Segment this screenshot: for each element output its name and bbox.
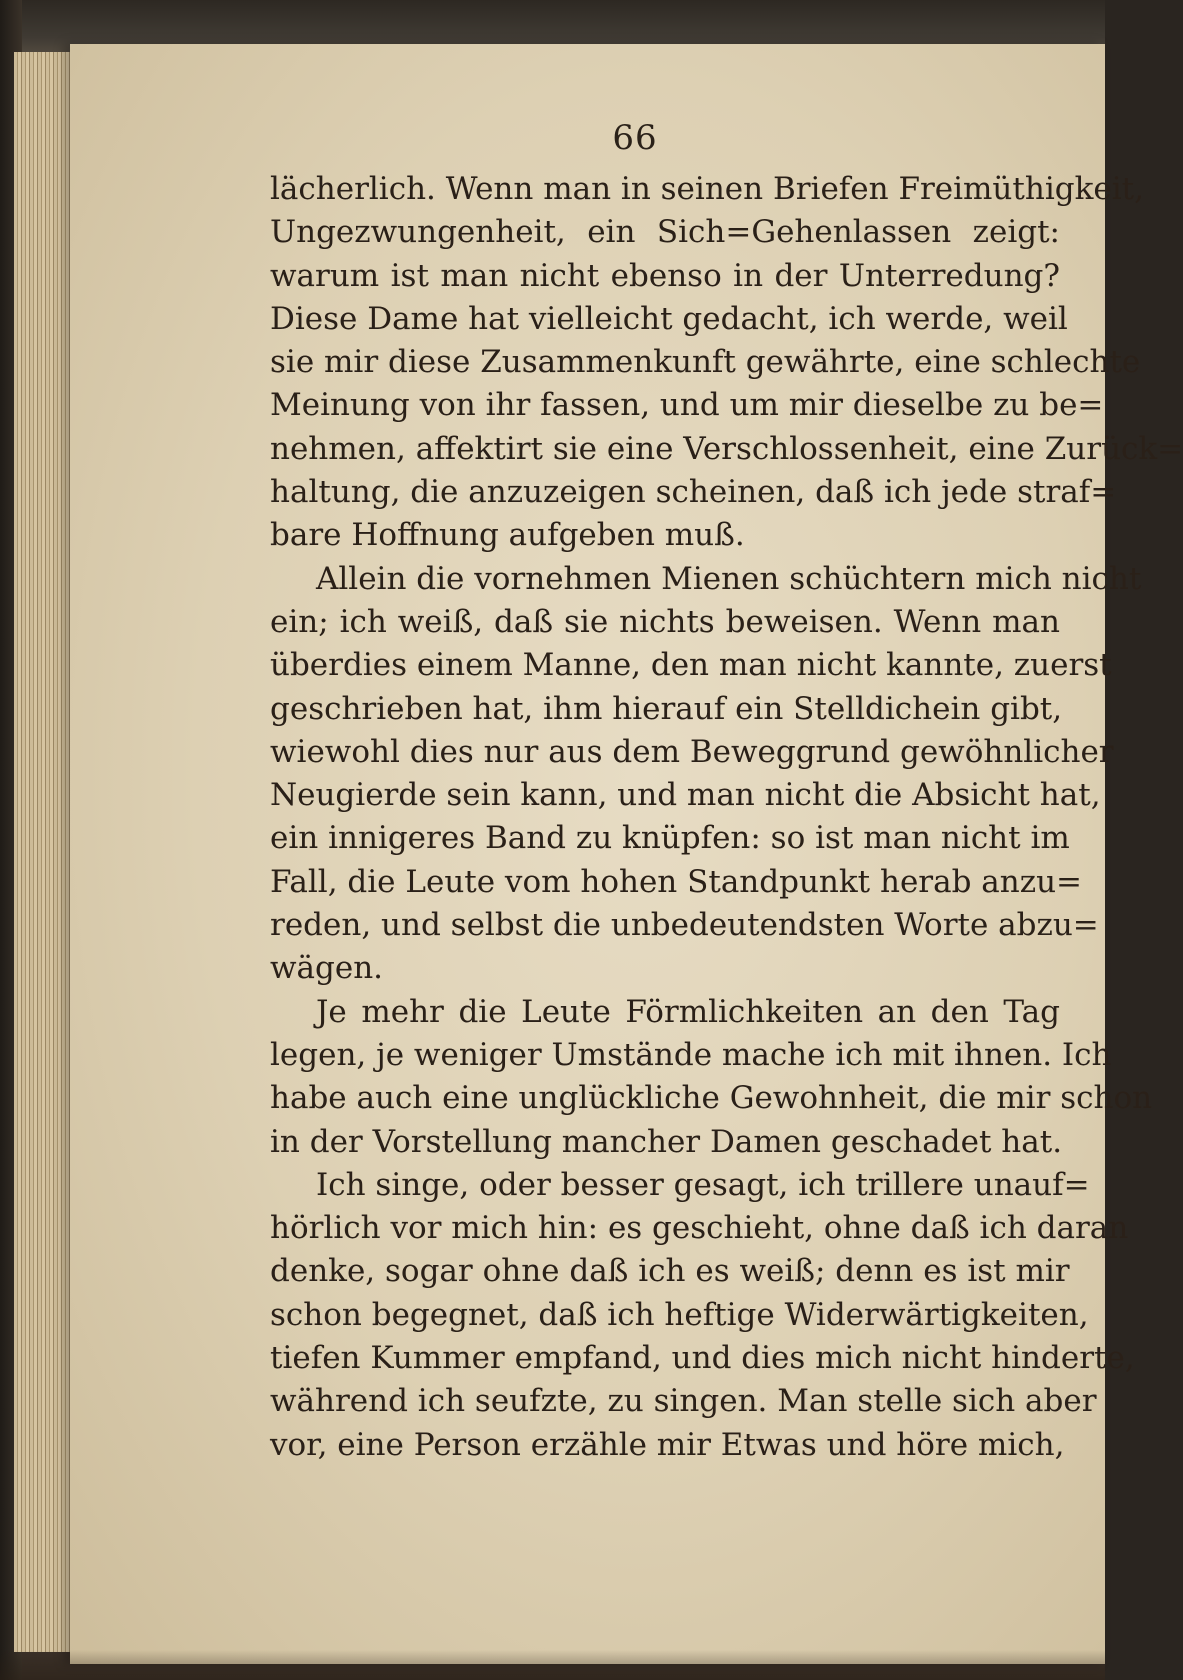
text-line: bare Hoffnung aufgeben muß. <box>270 517 745 554</box>
text-line: Fall, die Leute vom hohen Standpunkt herab anzu= <box>270 863 1083 900</box>
text-line: Je mehr die Leute Förmlichkeiten an den Tag <box>316 993 1060 1030</box>
text-line: Ich singe, oder besser gesagt, ich trillere unauf= <box>316 1166 1090 1203</box>
page-number: 66 <box>612 118 658 158</box>
text-line: habe auch eine unglückliche Gewohnheit, die mir schon <box>270 1080 1153 1117</box>
text-line: ein; ich weiß, daß sie nichts beweisen. Wenn man <box>270 603 1060 640</box>
text-line: in der Vorstellung mancher Damen geschadet hat. <box>270 1123 1063 1160</box>
text-line: hörlich vor mich hin: es geschieht, ohne daß ich daran <box>270 1210 1129 1247</box>
text-line: geschrieben hat, ihm hierauf ein Stelldichein gibt, <box>270 690 1063 727</box>
text-line: wägen. <box>270 950 384 987</box>
text-line: nehmen, affektirt sie eine Verschlossenheit, eine Zurück= <box>270 430 1183 467</box>
text-line: ein innigeres Band zu knüpfen: so ist man nicht im <box>270 820 1070 857</box>
text-line: Ungezwungenheit, ein Sich=Gehenlassen zeigt: <box>270 214 1060 251</box>
text-line: legen, je weniger Umstände mache ich mit ihnen. Ich <box>270 1036 1112 1073</box>
text-line: Meinung von ihr fassen, und um mir dieselbe zu be= <box>270 387 1104 424</box>
text-line: schon begegnet, daß ich heftige Widerwärtigkeiten, <box>270 1296 1089 1333</box>
body-text <box>270 168 1183 1467</box>
text-line: wiewohl dies nur aus dem Beweggrund gewöhnlicher <box>270 733 1114 770</box>
text-line: lächerlich. Wenn man in seinen Briefen Freimüthigkeit, <box>270 171 1144 207</box>
text-line: haltung, die anzuzeigen scheinen, daß ich jede straf= <box>270 474 1117 511</box>
text-line: warum ist man nicht ebenso in der Unterredung? <box>270 257 1060 294</box>
text-line: Diese Dame hat vielleicht gedacht, ich werde, weil <box>270 300 1068 337</box>
text-line: reden, und selbst die unbedeutendsten Worte abzu= <box>270 907 1099 944</box>
text-line: überdies einem Manne, den man nicht kannte, zuerst <box>270 647 1112 684</box>
text-line: sie mir diese Zusammenkunft gewährte, eine schlechte <box>270 344 1141 381</box>
page-bottom-shadow <box>0 1650 1105 1680</box>
text-line: Neugierde sein kann, und man nicht die Absicht hat, <box>270 777 1101 814</box>
text-line: Allein die vornehmen Mienen schüchtern mich nicht <box>316 560 1142 597</box>
text-line: tiefen Kummer empfand, und dies mich nicht hinderte, <box>270 1340 1135 1377</box>
text-line: vor, eine Person erzähle mir Etwas und höre mich, <box>270 1426 1065 1463</box>
text-line: während ich seufzte, zu singen. Man stelle sich aber <box>270 1383 1097 1420</box>
text-line: denke, sogar ohne daß ich es weiß; denn es ist mir <box>270 1253 1070 1290</box>
